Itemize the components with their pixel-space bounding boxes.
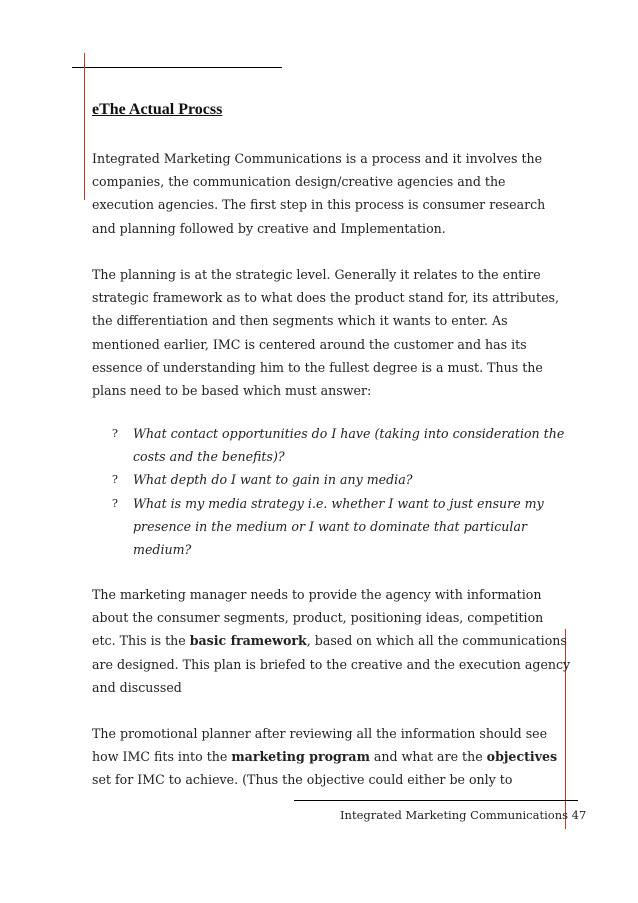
question-list [92,422,565,561]
list-item [92,468,562,491]
paragraph-2 [92,263,572,402]
paragraph-line: the differentiation and then segments which it wants to enter. As [92,313,508,329]
list-item-line: medium? [133,542,192,558]
bullet-marker: ? [112,427,118,440]
paragraph-line: are designed. This plan is briefed to the creative and the execution agency [92,656,571,672]
page-number: 47 [571,808,587,822]
list-item-line: What depth do I want to gain in any media? [133,472,413,488]
bold-term-basic-framework: basic framework [189,633,307,649]
section-heading: eThe Actual Procss [92,101,223,118]
bullet-marker: ? [112,496,118,510]
bottom-rule [294,800,578,801]
list-item-line: costs and the benefits)? [133,449,285,465]
paragraph-3 [92,583,572,699]
paragraph-line [92,629,572,652]
text-run: etc. This is the [92,633,190,649]
text-run: how IMC fits into the [92,749,232,765]
paragraph-line [92,745,572,768]
list-item [92,492,562,562]
bullet-marker: ? [112,473,118,487]
paragraph-line: Integrated Marketing Communications is a process and it involves the [92,151,543,166]
list-item-line: What contact opportunities do I have (taking into consideration the [133,426,565,441]
paragraph-line: and discussed [92,679,182,695]
list-item [92,422,565,468]
paragraph-line: The planning is at the strategic level. Generally it relates to the entire [92,267,541,282]
bold-term-marketing-program: marketing program [231,749,370,765]
paragraph-1 [92,147,572,240]
paragraph-line: mentioned earlier, IMC is centered around the customer and has its [92,336,527,352]
top-rule [72,67,282,68]
text-run: and what are the [369,749,487,765]
paragraph-line: essence of understanding him to the fullest degree is a must. Thus the [92,359,543,375]
paragraph-line: companies, the communication design/creative agencies and the [92,174,506,190]
paragraph-line: set for IMC to achieve. (Thus the objective could either be only to [92,772,513,788]
paragraph-line: The promotional planner after reviewing all the information should see [92,726,548,741]
paragraph-line: The marketing manager needs to provide the agency with information [92,587,542,602]
text-run: , based on which all the communications [306,633,567,649]
footer-title: Integrated Marketing Communications [340,808,569,822]
list-item-line: What is my media strategy i.e. whether I want to just ensure my [133,495,544,511]
paragraph-line: about the consumer segments, product, positioning ideas, competition [92,610,544,626]
paragraph-line: and planning followed by creative and Implementation. [92,220,446,236]
paragraph-line: plans need to be based which must answer: [92,383,372,399]
page-footer [340,808,586,822]
paragraph-line: strategic framework as to what does the product stand for, its attributes, [92,290,560,306]
bold-term-objectives: objectives [486,749,558,765]
paragraph-line: execution agencies. The first step in this process is consumer research [92,197,546,213]
paragraph-4 [92,722,572,792]
list-item-line: presence in the medium or I want to dominate that particular [133,518,527,534]
top-left-accent-line [84,53,85,200]
